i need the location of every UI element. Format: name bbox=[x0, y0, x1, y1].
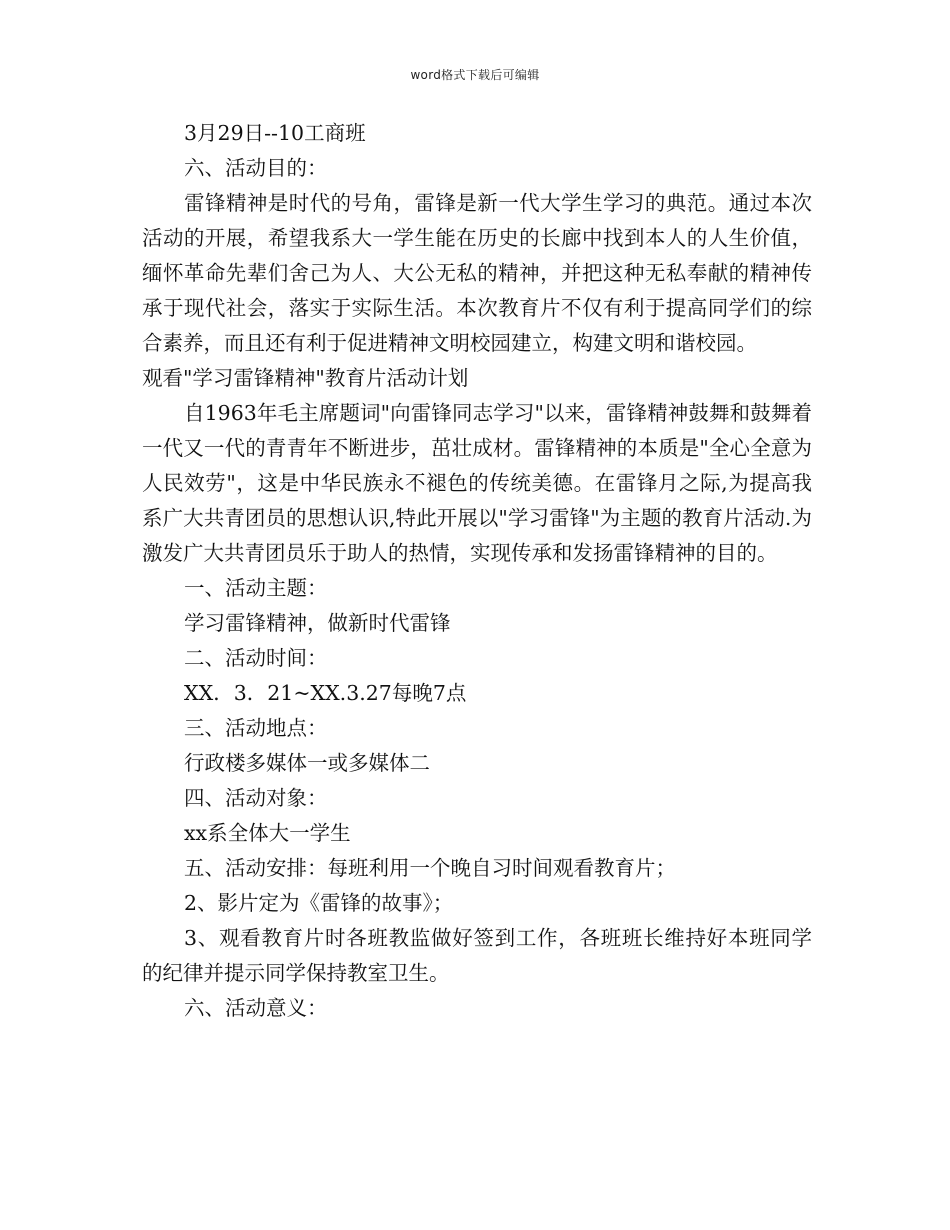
target-value: xx系全体大一学生 bbox=[184, 821, 351, 845]
purpose-heading: 六、活动目的： bbox=[184, 156, 328, 180]
time-value: XX．3．21~XX.3.27每晚7点 bbox=[184, 681, 467, 705]
arrangement-item-2: 2、影片定为《雷锋的故事》； bbox=[184, 891, 454, 915]
page-header: word格式下载后可编辑 bbox=[410, 68, 540, 82]
place-value: 行政楼多媒体一或多媒体二 bbox=[184, 751, 430, 775]
theme-heading: 一、活动主题： bbox=[184, 576, 328, 600]
document-title: 观看"学习雷锋精神"教育片活动计划 bbox=[142, 366, 469, 390]
time-heading: 二、活动时间： bbox=[184, 646, 328, 670]
document-body bbox=[142, 116, 812, 1026]
date-class-line: 3月29日--10工商班 bbox=[184, 121, 366, 145]
arrangement-item-3: 3、观看教育片时各班教监做好签到工作，各班班长维持好本班同学的纪律并提示同学保持教室卫生。 bbox=[142, 926, 812, 985]
target-heading: 四、活动对象： bbox=[184, 786, 328, 810]
theme-value: 学习雷锋精神，做新时代雷锋 bbox=[184, 611, 451, 635]
intro-paragraph: 自1963年毛主席题词"向雷锋同志学习"以来，雷锋精神鼓舞和鼓舞着一代又一代的青青年不断进步，茁壮成材。雷锋精神的本质是"全心全意为人民效劳"，这是中华民族永不褪色的传统美德。在雷锋月之际,为提高我系广大共青团员的思想认识,特此开展以"学习雷锋"为主题的教育片活动.为激发广大共青团员乐于助人的热情，实现传承和发扬雷锋精神的目的。 bbox=[142, 401, 812, 565]
place-heading: 三、活动地点： bbox=[184, 716, 328, 740]
significance-heading: 六、活动意义： bbox=[184, 996, 328, 1020]
arrangement-item-1: 五、活动安排：每班利用一个晚自习时间观看教育片； bbox=[184, 856, 676, 880]
purpose-paragraph: 雷锋精神是时代的号角，雷锋是新一代大学生学习的典范。通过本次活动的开展，希望我系大一学生能在历史的长廊中找到本人的人生价值，缅怀革命先辈们舍己为人、大公无私的精神，并把这种无私奉献的精神传承于现代社会，落实于实际生活。本次教育片不仅有利于提高同学们的综合素养，而且还有利于促进精神文明校园建立，构建文明和谐校园。 bbox=[142, 191, 812, 355]
